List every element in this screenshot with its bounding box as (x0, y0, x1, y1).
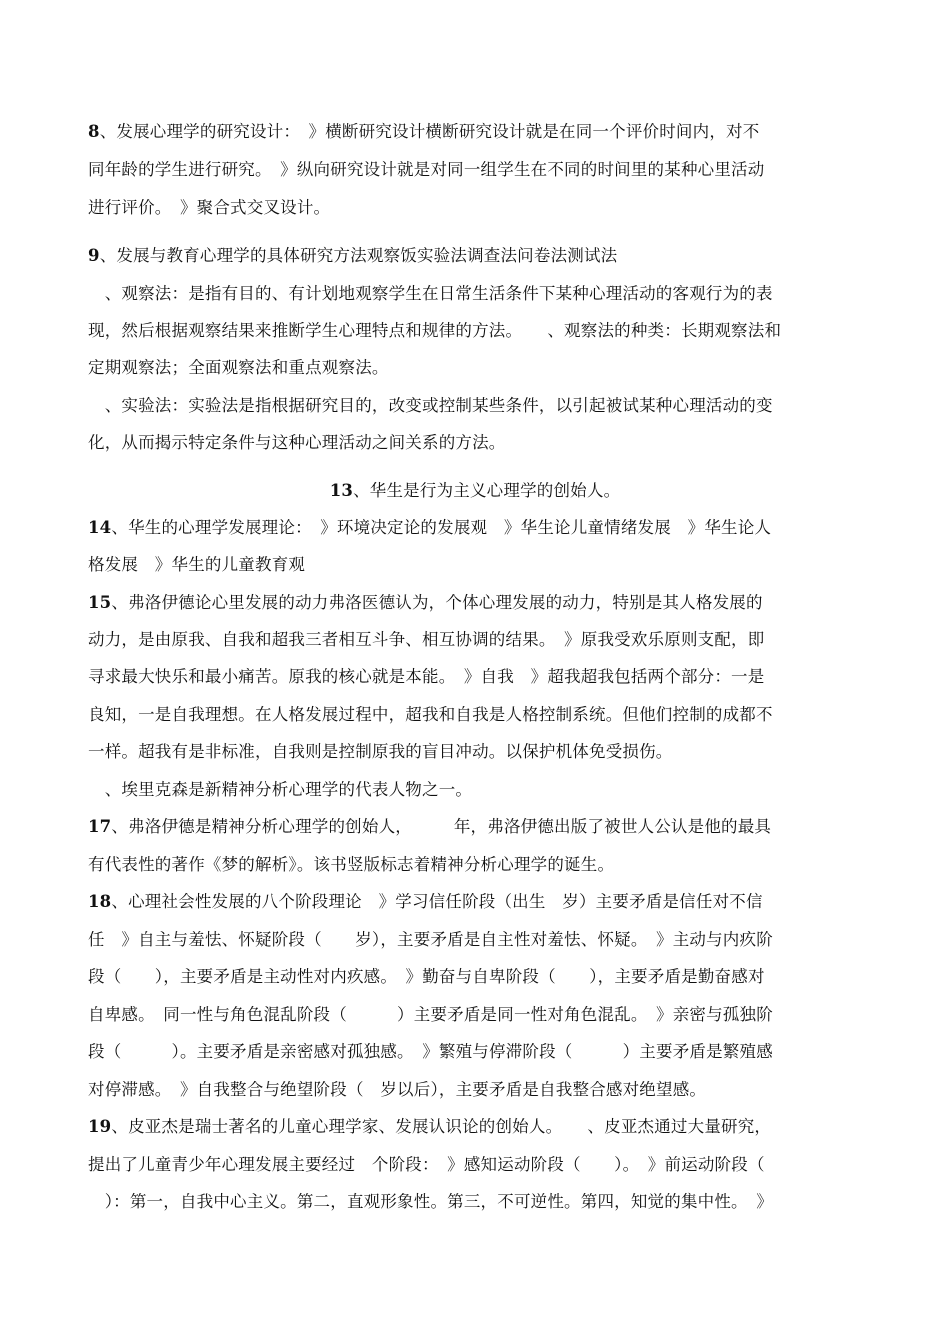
line-text: 动力，是由原我、自我和超我三者相互斗争、相互协调的结果。 》原我受欢乐原则支配，即 (88, 630, 765, 649)
line-text: 进行评价。 》聚合式交叉设计。 (88, 198, 331, 217)
line-text: 、埃里克森是新精神分析心理学的代表人物之一。 (88, 780, 473, 799)
text-line (88, 1042, 773, 1062)
text-line (88, 358, 389, 378)
text-line (88, 518, 771, 538)
text-line (88, 321, 781, 341)
line-text: 段（ ），主要矛盾是主动性对内疚感。 》勤奋与自卑阶段（ ），主要矛盾是勤奋感对 (88, 967, 765, 986)
text-line (88, 1117, 771, 1137)
text-line (88, 667, 764, 687)
text-line (88, 284, 773, 304)
text-line (88, 705, 773, 725)
text-line (88, 930, 773, 950)
line-text: 寻求最大快乐和最小痛苦。原我的核心就是本能。 》自我 》超我超我包括两个部分：一是 (88, 667, 765, 686)
text-line (0, 481, 950, 501)
line-text: 、华生是行为主义心理学的创始人。 (353, 481, 621, 500)
item-number: 9 (88, 246, 100, 265)
line-text: 、弗洛伊德是精神分析心理学的创始人， 年，弗洛伊德出版了被世人公认是他的最具 (111, 817, 772, 836)
text-line (88, 855, 614, 875)
line-text: 对停滞感。 》自我整合与绝望阶段（ 岁以后），主要矛盾是自我整合感对绝望感。 (88, 1080, 707, 1099)
item-number: 14 (88, 518, 112, 537)
line-text: 、发展与教育心理学的具体研究方法观察饭实验法调查法问卷法测试法 (99, 246, 618, 265)
line-text: 格发展 》华生的儿童教育观 (88, 555, 306, 574)
text-line (88, 198, 330, 218)
text-line (88, 396, 773, 416)
item-number: 8 (88, 122, 100, 141)
text-line (88, 160, 764, 180)
line-text: 、实验法：实验法是指根据研究目的，改变或控制某些条件，以引起被试某种心理活动的变 (88, 396, 773, 415)
text-line (88, 1192, 773, 1212)
item-number: 15 (88, 593, 112, 612)
line-text: 一样。超我有是非标准，自我则是控制原我的盲目冲动。以保护机体免受损伤。 (88, 742, 673, 761)
line-text: 有代表性的著作《梦的解析》。该书竖版标志着精神分析心理学的诞生。 (88, 855, 615, 874)
text-line (88, 1005, 773, 1025)
line-text: 化，从而揭示特定条件与这种心理活动之间关系的方法。 (88, 433, 506, 452)
line-text: ）：第一，自我中心主义。第二，直观形象性。第三，不可逆性。第四，知觉的集中性。 》 (88, 1192, 773, 1211)
line-text: 现，然后根据观察结果来推断学生心理特点和规律的方法。 、观察法的种类：长期观察法和 (88, 321, 782, 340)
line-text: 同年龄的学生进行研究。 》纵向研究设计就是对同一组学生在不同的时间里的某种心里活动 (88, 160, 765, 179)
item-number: 18 (88, 892, 112, 911)
text-line (88, 555, 305, 575)
line-text: 任 》自主与羞怯、怀疑阶段（ 岁），主要矛盾是自主性对羞怯、怀疑。 》主动与内疚阶 (88, 930, 773, 949)
text-line (88, 742, 673, 762)
text-line (88, 817, 771, 837)
line-text: 、华生的心理学发展理论： 》环境决定论的发展观 》华生论儿童情绪发展 》华生论人 (111, 518, 772, 537)
line-text: 、弗洛伊德论心里发展的动力弗洛医德认为，个体心理发展的动力，特别是其人格发展的 (111, 593, 763, 612)
line-text: 、皮亚杰是瑞士著名的儿童心理学家、发展认识论的创始人。 、皮亚杰通过大量研究， (111, 1117, 772, 1136)
text-line (88, 892, 763, 912)
text-line (88, 780, 472, 800)
text-line (88, 967, 765, 987)
item-number: 17 (88, 817, 112, 836)
text-line (88, 246, 617, 266)
text-line (88, 1155, 765, 1175)
line-text: 、心理社会性发展的八个阶段理论 》学习信任阶段（出生 岁）主要矛盾是信任对不信 (111, 892, 763, 911)
line-text: 段（ ）。主要矛盾是亲密感对孤独感。 》繁殖与停滞阶段（ ）主要矛盾是繁殖感 (88, 1042, 773, 1061)
line-text: 自卑感。 同一性与角色混乱阶段（ ）主要矛盾是同一性对角色混乱。 》亲密与孤独阶 (88, 1005, 773, 1024)
text-line (88, 593, 763, 613)
text-line (88, 1080, 706, 1100)
line-text: 良知，一是自我理想。在人格发展过程中，超我和自我是人格控制系统。但他们控制的成都不 (88, 705, 773, 724)
text-line (88, 122, 759, 142)
text-line (88, 433, 506, 453)
item-number: 19 (88, 1117, 112, 1136)
text-line (88, 630, 764, 650)
line-text: 、观察法：是指有目的、有计划地观察学生在日常生活条件下某种心理活动的客观行为的表 (88, 284, 773, 303)
line-text: 、发展心理学的研究设计： 》横断研究设计横断研究设计就是在同一个评价时间内，对不 (99, 122, 760, 141)
item-number: 13 (329, 481, 354, 500)
line-text: 定期观察法；全面观察法和重点观察法。 (88, 358, 389, 377)
line-text: 提出了儿童青少年心理发展主要经过 个阶段： 》感知运动阶段（ ）。 》前运动阶段（ (88, 1155, 765, 1174)
